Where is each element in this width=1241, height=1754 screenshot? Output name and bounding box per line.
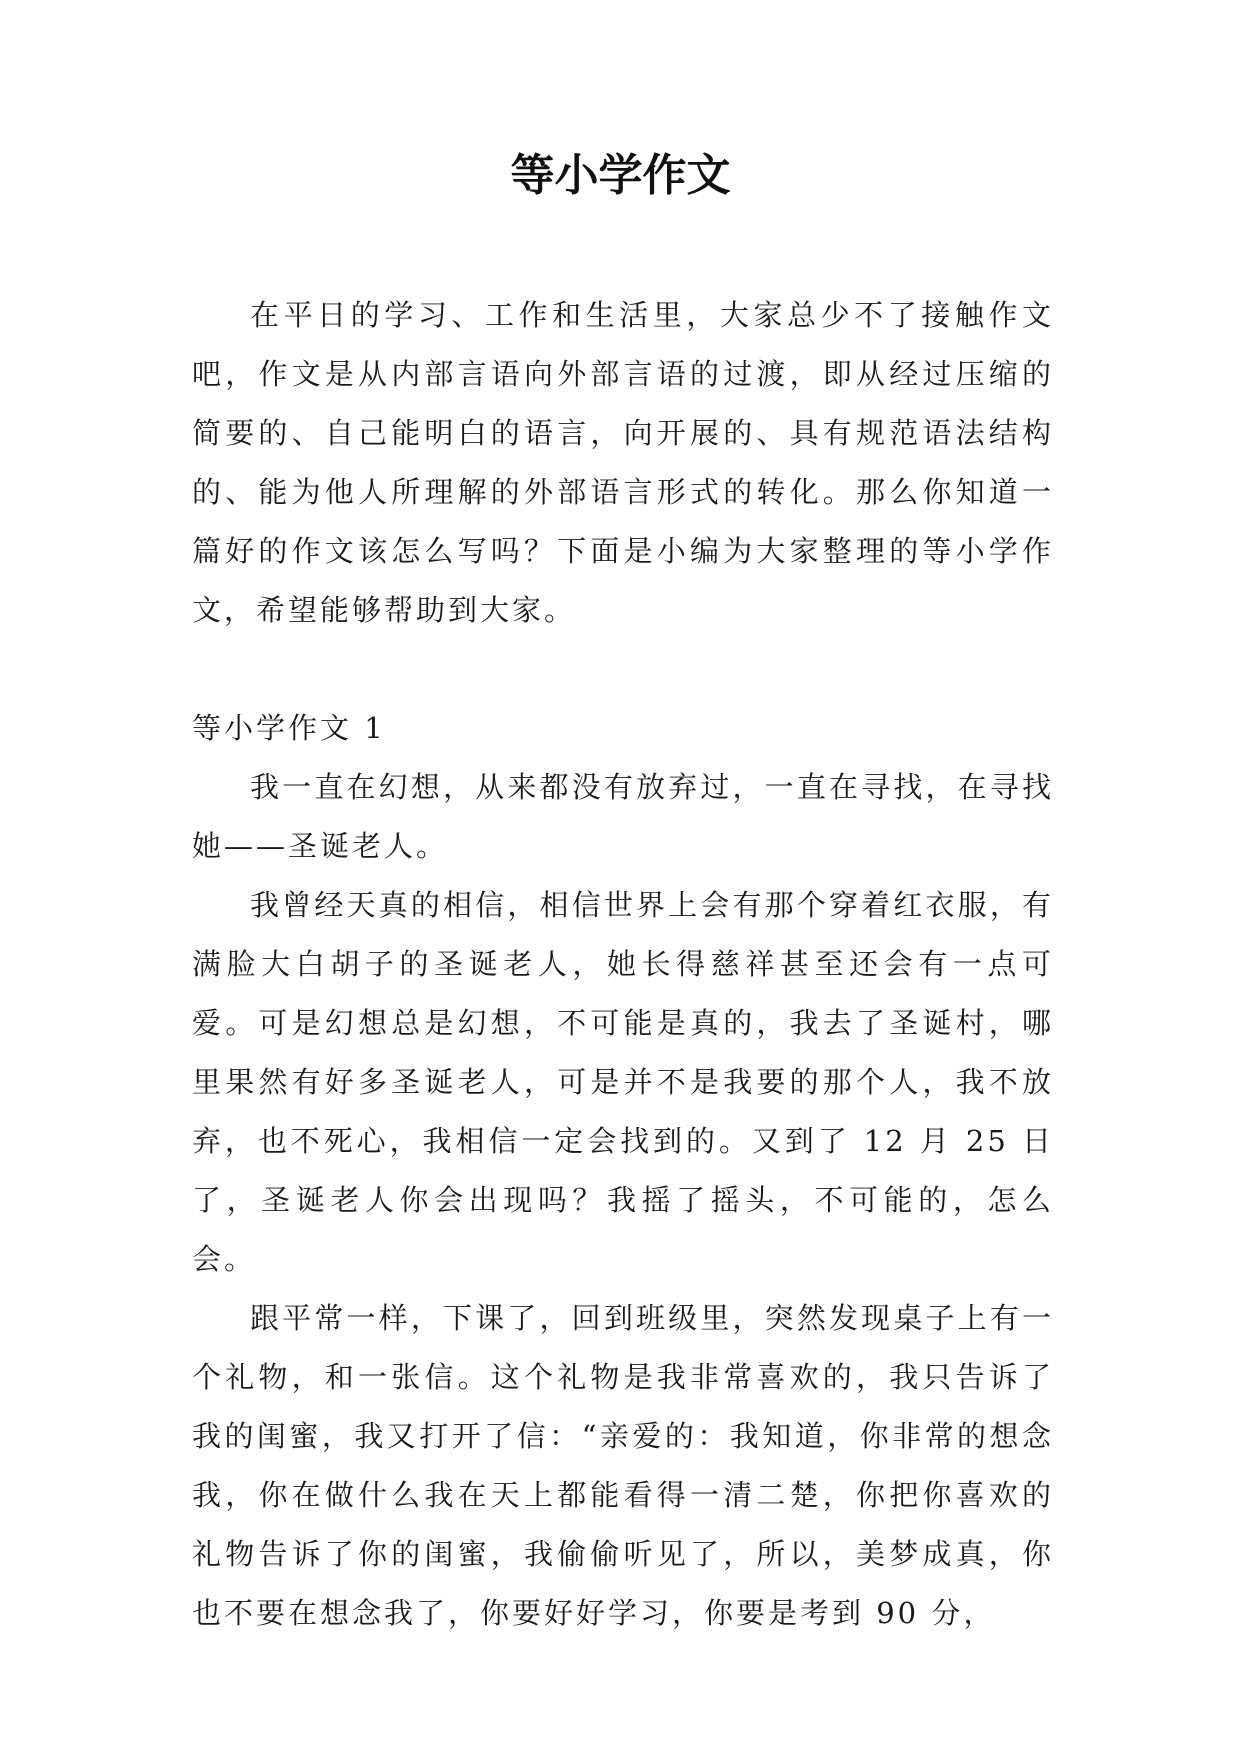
- body-paragraph: 我一直在幻想，从来都没有放弃过，一直在寻找，在寻找她——圣诞老人。: [192, 770, 1054, 863]
- intro-paragraph: 在平日的学习、工作和生活里，大家总少不了接触作文吧，作文是从内部言语向外部言语的过渡，即从经过压缩的简要的、自己能明白的语言，向开展的、具有规范语法结构的、能为他人所理解的外部语言形式的转化。那么你知道一篇好的作文该怎么写吗？下面是小编为大家整理的等小学作文，希望能够帮助到大家。: [192, 298, 1054, 627]
- body-paragraph: 我曾经天真的相信，相信世界上会有那个穿着红衣服，有满脸大白胡子的圣诞老人，她长得慈祥甚至还会有一点可爱。可是幻想总是幻想，不可能是真的，我去了圣诞村，哪里果然有好多圣诞老人，可是并不是我要的那个人，我不放弃，也不死心，我相信一定会找到的。又到了 12 月 25 日了，圣诞老人你会出现吗？我摇了摇头，不可能的，怎么会。: [192, 888, 1054, 1276]
- document-body: [192, 286, 1054, 1643]
- section-heading: 等小学作文 1: [192, 711, 386, 745]
- body-paragraph: 跟平常一样，下课了，回到班级里，突然发现桌子上有一个礼物，和一张信。这个礼物是我非常喜欢的，我只告诉了我的闺蜜，我又打开了信：“亲爱的：我知道，你非常的想念我，你在做什么我在天上都能看得一清二楚，你把你喜欢的礼物告诉了你的闺蜜，我偷偷听见了，所以，美梦成真，你也不要在想念我了，你要好好学习，你要是考到 90 分，: [192, 1301, 1054, 1630]
- document-title: 等小学作文: [510, 150, 731, 201]
